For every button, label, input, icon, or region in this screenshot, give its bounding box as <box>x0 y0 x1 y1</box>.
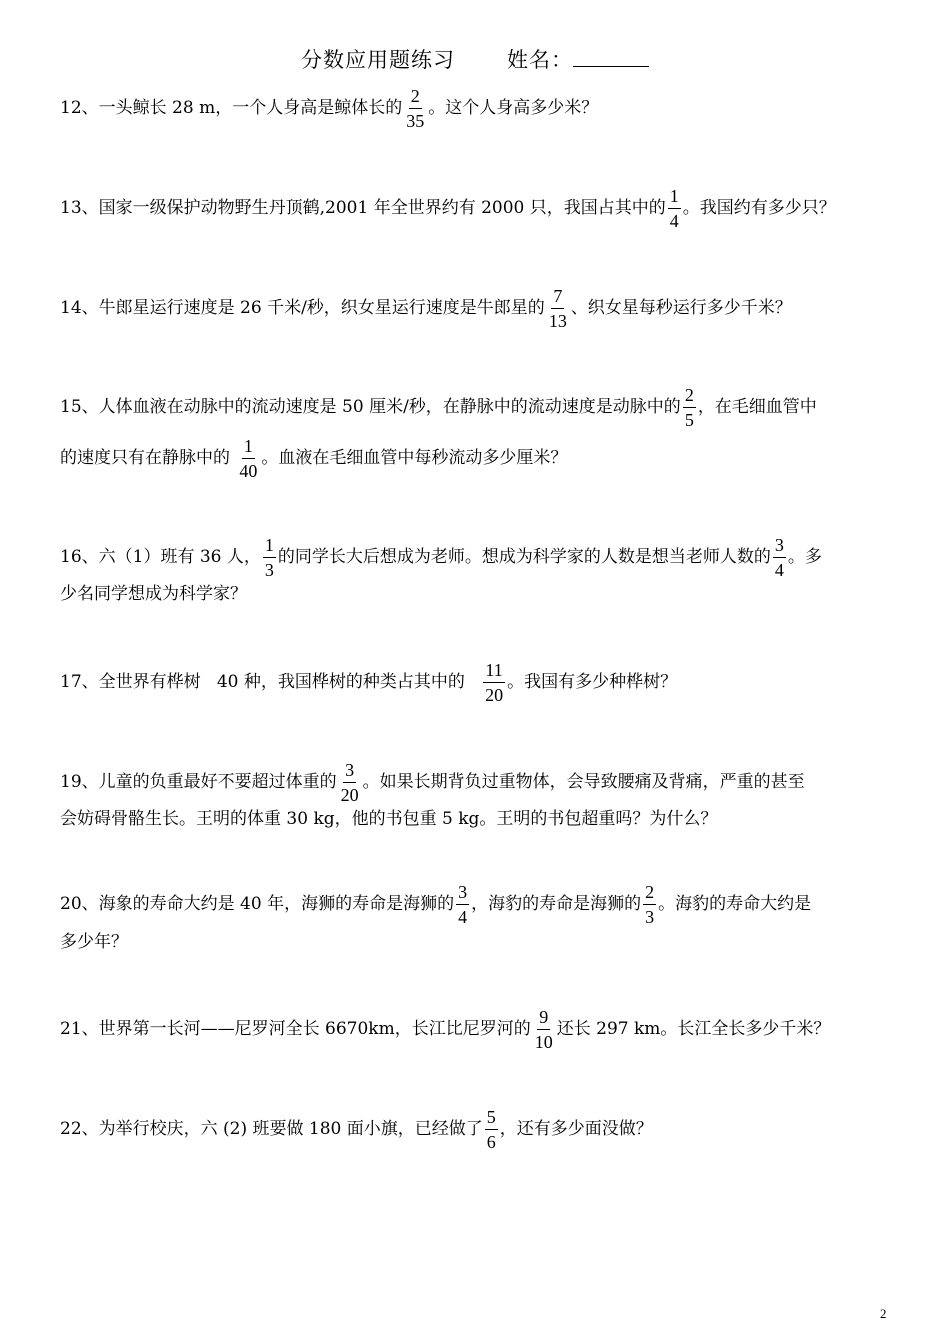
question-16-line-2 <box>60 572 900 616</box>
question-text: 。我国约有多少只？ <box>682 198 836 218</box>
question-20-line-2 <box>60 920 900 964</box>
fraction-numerator: 1 <box>242 437 255 459</box>
fraction-numerator: 5 <box>485 1108 498 1130</box>
question-text: 。海豹的寿命大约是 <box>658 894 812 914</box>
question-19-line-2 <box>60 797 900 841</box>
fraction-denominator: 6 <box>486 1132 496 1152</box>
fraction-numerator: 1 <box>263 536 276 558</box>
question-text: 16、六（1）班有 36 人， <box>60 547 261 567</box>
fraction-denominator: 35 <box>406 111 425 131</box>
question-text: ，在毛细血管中 <box>697 397 817 417</box>
fraction-numerator: 9 <box>537 1008 550 1030</box>
name-label: 姓名： <box>507 48 573 72</box>
fraction-numerator: 11 <box>483 661 504 683</box>
question-text: 的同学长大后想成为老师。想成为科学家的人数是想当老师人数的 <box>277 547 771 567</box>
question-14 <box>60 286 900 330</box>
question-text: 。多 <box>787 547 822 567</box>
fraction <box>533 1008 555 1051</box>
question-text: 少名同学想成为科学家？ <box>60 584 247 604</box>
fraction-denominator: 3 <box>264 560 274 580</box>
question-21 <box>60 1007 900 1051</box>
name-blank-line[interactable] <box>573 46 649 67</box>
question-text: 、织女星每秒运行多少千米？ <box>570 298 792 318</box>
question-text: 。这个人身高多少米？ <box>428 98 599 118</box>
question-text: 。我国有多少种桦树？ <box>507 672 678 692</box>
fraction-denominator: 3 <box>645 907 655 927</box>
fraction-denominator: 20 <box>485 685 504 705</box>
fraction-numerator: 1 <box>668 187 681 209</box>
fraction <box>547 287 569 330</box>
fraction-denominator: 13 <box>548 311 567 331</box>
question-17 <box>60 660 900 704</box>
worksheet-title: 分数应用题练习 <box>301 48 455 72</box>
fraction <box>668 187 681 230</box>
question-text: 21、世界第一长河——尼罗河全长 6670km，长江比尼罗河的 <box>60 1019 531 1039</box>
fraction <box>404 87 426 130</box>
question-text: 还长 297 km。长江全长多少千米？ <box>556 1019 831 1039</box>
question-text: 。如果长期背负过重物体，会导致腰痛及背痛，严重的甚至 <box>362 772 805 792</box>
fraction-numerator: 2 <box>409 87 422 109</box>
question-text: 多少年？ <box>60 932 128 952</box>
question-text: 14、牛郎星运行速度是 26 千米/秒，织女星运行速度是牛郎星的 <box>60 298 545 318</box>
fraction-numerator: 3 <box>343 761 356 783</box>
question-text: 19、儿童的负重最好不要超过体重的 <box>60 772 337 792</box>
question-text: 15、人体血液在动脉中的流动速度是 50 厘米/秒，在静脉中的流动速度是动脉中的 <box>60 397 681 417</box>
question-15 <box>60 385 900 429</box>
fraction-numerator: 3 <box>456 883 469 905</box>
question-12 <box>60 86 900 130</box>
question-text: 的速度只有在静脉中的 <box>60 448 236 468</box>
page-title <box>0 44 950 74</box>
fraction-numerator: 7 <box>551 287 564 309</box>
fraction-numerator: 2 <box>643 883 656 905</box>
question-text: 12、一头鲸长 28 m，一个人身高是鲸体长的 <box>60 98 403 118</box>
question-13 <box>60 186 900 230</box>
fraction-denominator: 4 <box>458 907 468 927</box>
fraction-numerator: 2 <box>683 386 696 408</box>
question-22 <box>60 1107 900 1151</box>
fraction <box>237 437 259 480</box>
fraction-denominator: 40 <box>239 461 258 481</box>
page-number: 2 <box>880 1306 887 1321</box>
question-text: 17、全世界有桦树 40 种，我国桦树的种类占其中的 <box>60 672 482 692</box>
fraction <box>683 386 696 429</box>
fraction-numerator: 3 <box>773 536 786 558</box>
fraction-denominator: 4 <box>669 211 679 231</box>
question-text: ，海豹的寿命是海狮的 <box>471 894 642 914</box>
fraction-denominator: 20 <box>340 785 359 805</box>
fraction-denominator: 5 <box>684 410 694 430</box>
fraction-denominator: 4 <box>774 560 784 580</box>
question-text: 会妨碍骨骼生长。王明的体重 30 kg，他的书包重 5 kg。王明的书包超重吗？为什么？ <box>60 809 718 829</box>
question-text: 。血液在毛细血管中每秒流动多少厘米？ <box>261 448 568 468</box>
fraction <box>483 661 505 704</box>
fraction <box>485 1108 498 1151</box>
question-15-line-2 <box>60 436 900 480</box>
question-text: 13、国家一级保护动物野生丹顶鹤,2001 年全世界约有 2000 只，我国占其中的 <box>60 198 666 218</box>
fraction-denominator: 10 <box>534 1032 553 1052</box>
question-text: 20、海象的寿命大约是 40 年，海狮的寿命是海狮的 <box>60 894 455 914</box>
question-text: 22、为举行校庆，六 (2) 班要做 180 面小旗，已经做了 <box>60 1119 483 1139</box>
question-text: ，还有多少面没做？ <box>499 1119 653 1139</box>
